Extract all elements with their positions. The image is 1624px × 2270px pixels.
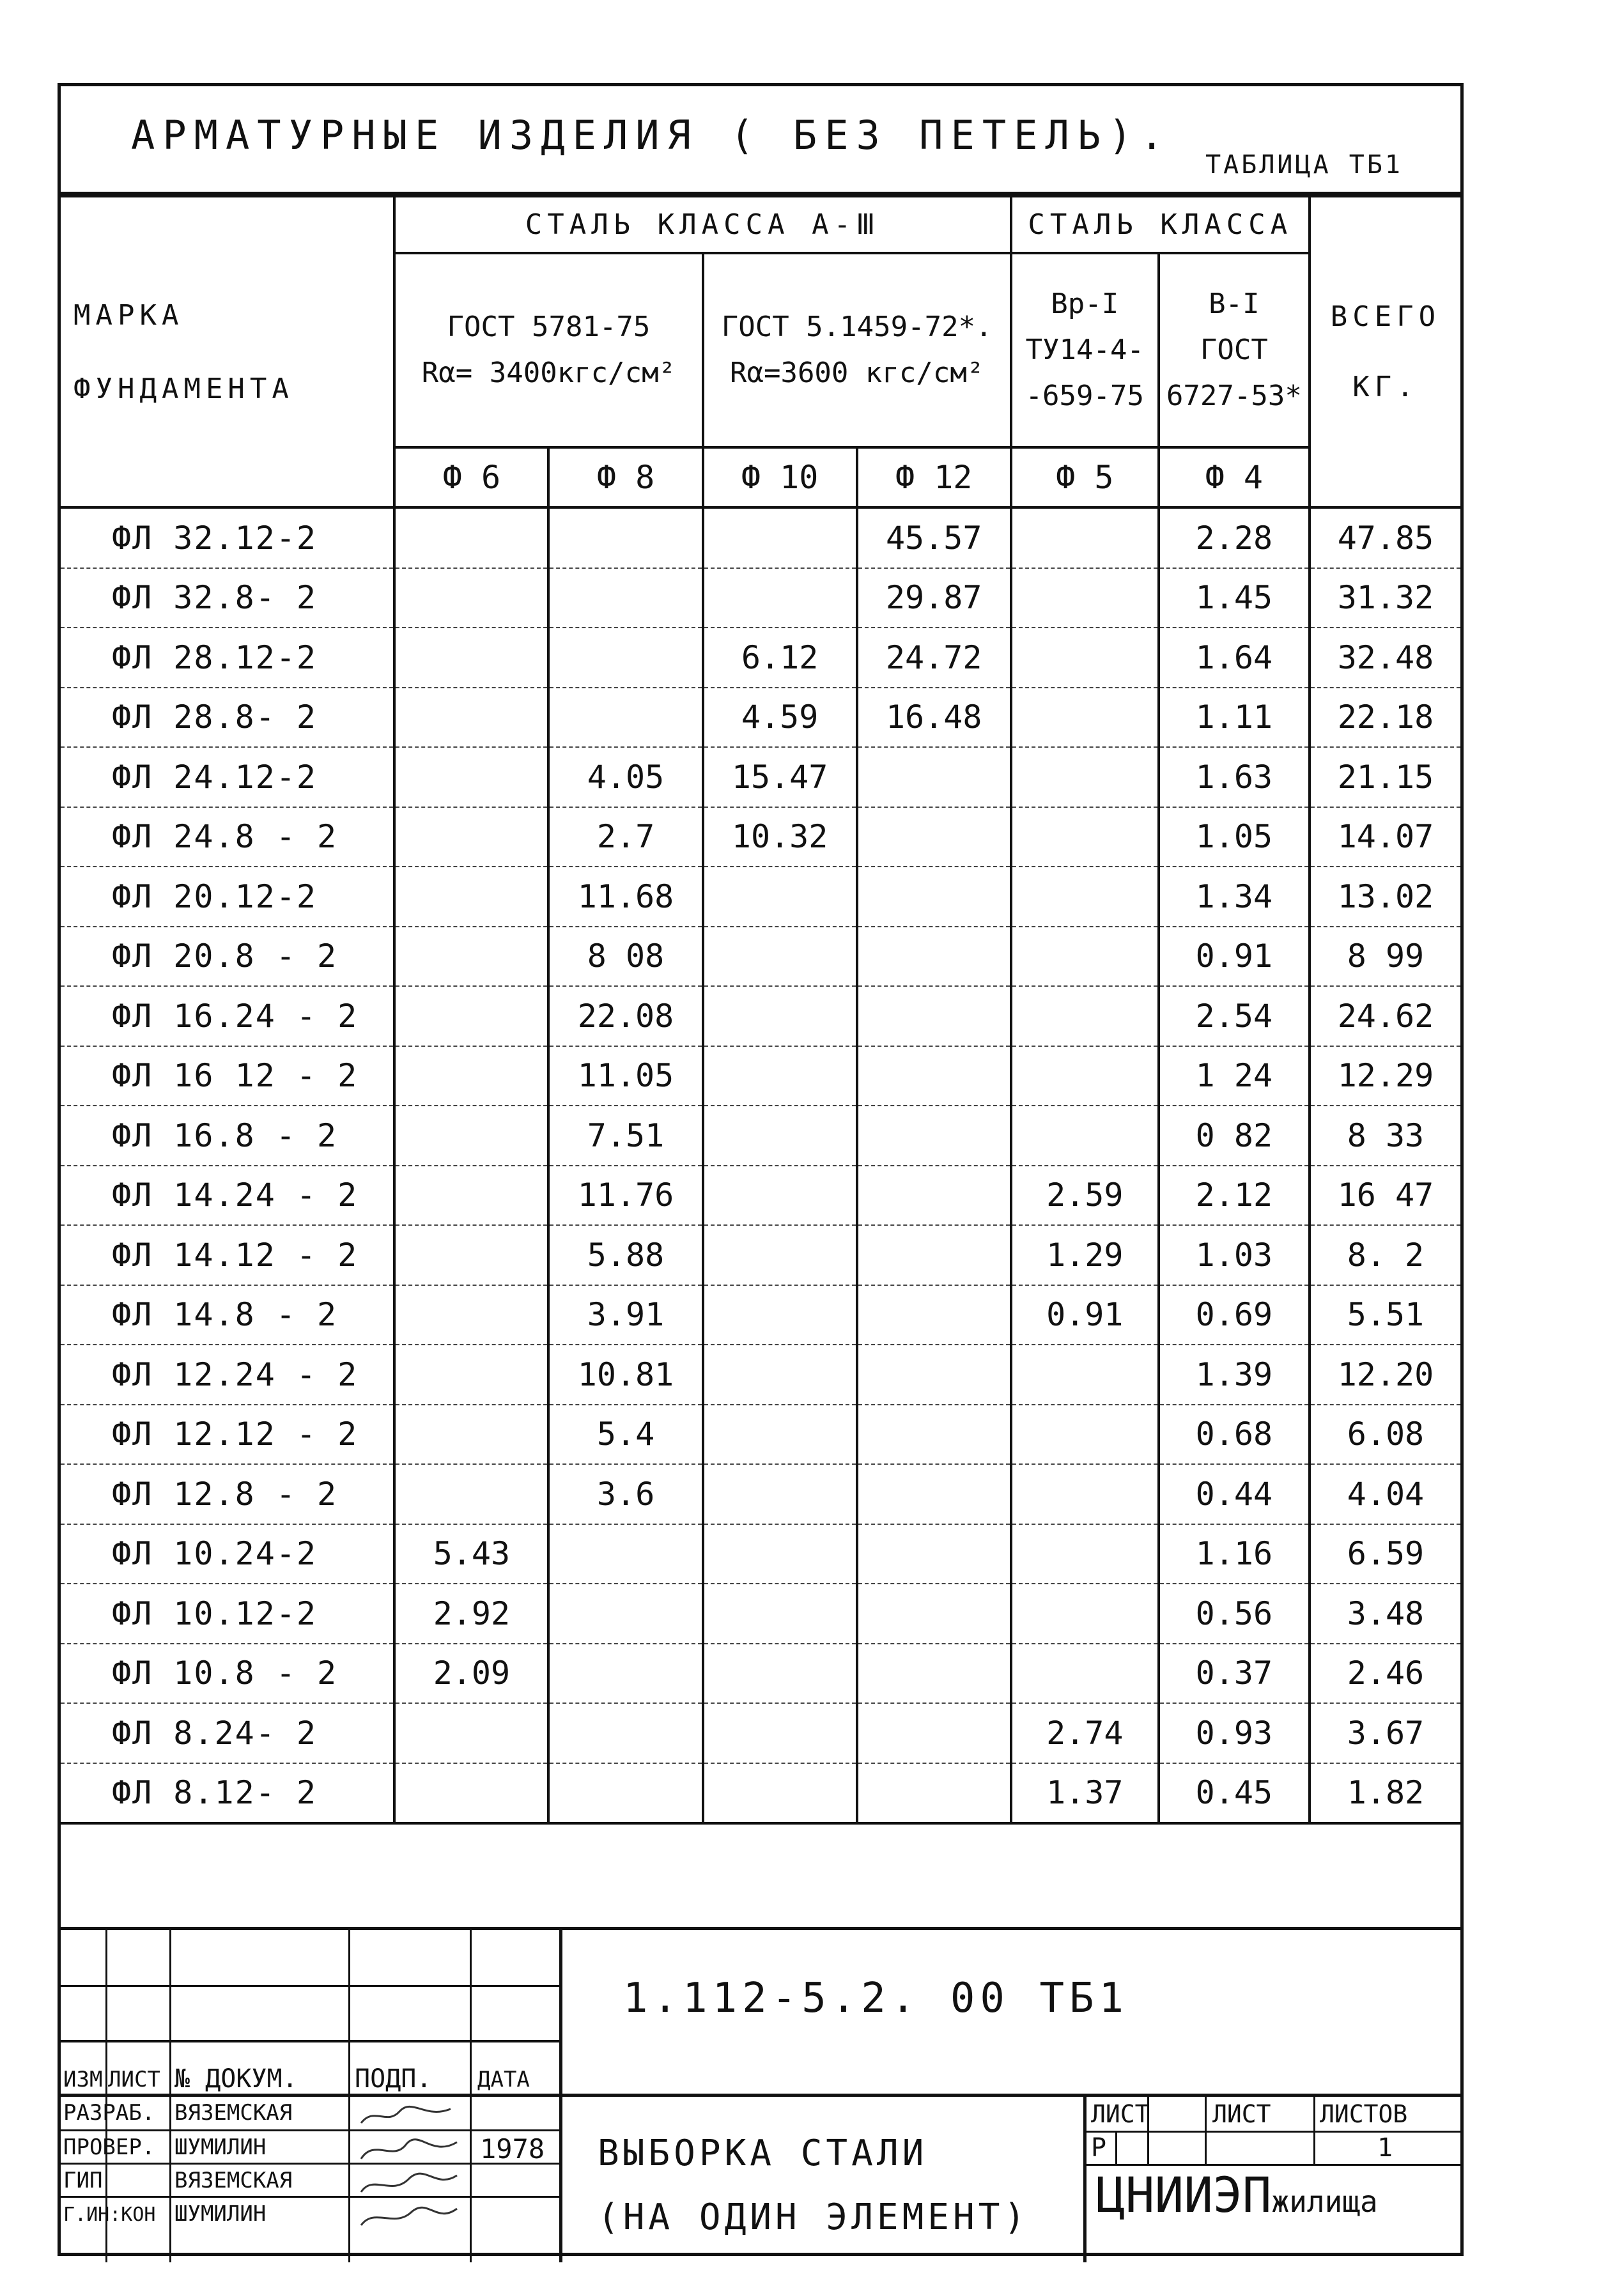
steel-weight-cell-d5: 0.91 (1011, 1285, 1159, 1345)
steel-weight-cell-d5 (1011, 507, 1159, 568)
steel-weight-cell-d12 (857, 1464, 1011, 1524)
total-weight-cell: 5.51 (1310, 1285, 1460, 1345)
total-weight-cell: 3.48 (1310, 1584, 1460, 1644)
steel-selection-table (61, 195, 1460, 1825)
foundation-mark-cell: ФЛ 14.24 - 2 (61, 1166, 394, 1226)
foundation-mark-cell: ФЛ 10.8 - 2 (61, 1644, 394, 1704)
title-row (61, 86, 1460, 195)
steel-weight-cell-d4: 0.56 (1159, 1584, 1310, 1644)
steel-weight-cell-d5 (1011, 986, 1159, 1046)
col-date-label: ДАТА (477, 2067, 530, 2092)
steel-weight-cell-d5 (1011, 867, 1159, 927)
steel-weight-cell-d12 (857, 867, 1011, 927)
steel-weight-cell-d6 (394, 688, 548, 748)
steel-weight-cell-d4: 0.45 (1159, 1763, 1310, 1824)
steel-weight-cell-d5 (1011, 747, 1159, 807)
signature-line (361, 2207, 457, 2225)
steel-weight-cell-d4: 0.69 (1159, 1285, 1310, 1345)
steel-weight-cell-d8: 11.68 (548, 867, 702, 927)
steel-weight-cell-d10 (703, 986, 857, 1046)
table-label: ТАБЛИЦА ТБ1 (1205, 150, 1403, 180)
mark-header-line2: ФУНДАМЕНТА (73, 372, 294, 405)
steel-weight-cell-d8 (548, 1703, 702, 1763)
name-chief-engineer: ВЯЗЕМСКАЯ (174, 2168, 293, 2193)
total-weight-cell: 8. 2 (1310, 1225, 1460, 1285)
steel-weight-cell-d12 (857, 1584, 1011, 1644)
steel-weight-cell-d5: 2.74 (1011, 1703, 1159, 1763)
steel-weight-cell-d8: 2.7 (548, 807, 702, 867)
steel-weight-cell-d4: 0.93 (1159, 1703, 1310, 1763)
steel-weight-cell-d5 (1011, 628, 1159, 688)
steel-weight-cell-d5 (1011, 1644, 1159, 1704)
stamp-line (61, 1985, 559, 1987)
diameter-header: Ф 12 (857, 447, 1011, 507)
foundation-mark-cell: ФЛ 28.12-2 (61, 628, 394, 688)
table-row (61, 1345, 1460, 1405)
steel-weight-cell-d6: 2.09 (394, 1644, 548, 1704)
steel-weight-cell-d6 (394, 807, 548, 867)
steel-weight-cell-d6 (394, 507, 548, 568)
col-list-label: ЛИСТ (108, 2067, 160, 2092)
stamp-line (348, 1930, 350, 2262)
bp1-line1: Вр-I (1051, 288, 1119, 320)
document-code: 1.112-5.2. 00 ТБ1 (623, 1975, 1129, 2022)
stamp-line (1115, 2131, 1117, 2165)
steel-weight-cell-d8 (548, 568, 702, 628)
stamp-line (61, 2094, 1464, 2097)
steel-weight-cell-d12 (857, 1644, 1011, 1704)
foundation-mark-cell: ФЛ 12.12 - 2 (61, 1405, 394, 1465)
total-weight-cell: 1.82 (1310, 1763, 1460, 1824)
table-row (61, 1584, 1460, 1644)
steel-weight-cell-d5 (1011, 1345, 1159, 1405)
steel-weight-cell-d6 (394, 1225, 548, 1285)
steel-weight-cell-d12 (857, 1524, 1011, 1584)
header-row-groups (61, 196, 1460, 253)
steel-weight-cell-d4: 1.16 (1159, 1524, 1310, 1584)
steel-weight-cell-d5 (1011, 688, 1159, 748)
table-row (61, 927, 1460, 987)
diameter-header: Ф 10 (703, 447, 857, 507)
name-checker: ШУМИЛИН (174, 2135, 267, 2160)
stamp-line (1083, 2094, 1087, 2262)
steel-weight-cell-d8: 3.6 (548, 1464, 702, 1524)
standard-bp1 (1011, 253, 1159, 447)
steel-weight-cell-d10 (703, 1644, 857, 1704)
steel-weight-cell-d12: 29.87 (857, 568, 1011, 628)
total-weight-cell: 2.46 (1310, 1644, 1460, 1704)
ra-3400: Rα= 3400кгс/см² (421, 357, 676, 389)
steel-weight-cell-d10 (703, 1763, 857, 1824)
steel-weight-cell-d12 (857, 1405, 1011, 1465)
steel-weight-cell-d12 (857, 927, 1011, 987)
foundation-mark-cell: ФЛ 24.12-2 (61, 747, 394, 807)
mark-header-line1: МАРКА (73, 298, 184, 332)
steel-weight-cell-d8: 11.76 (548, 1166, 702, 1226)
steel-weight-cell-d6 (394, 1464, 548, 1524)
steel-weight-cell-d12 (857, 1763, 1011, 1824)
steel-weight-cell-d10 (703, 1584, 857, 1644)
total-weight-cell: 22.18 (1310, 688, 1460, 748)
total-weight-cell: 16 47 (1310, 1166, 1460, 1226)
total-weight-cell: 4.04 (1310, 1464, 1460, 1524)
table-row (61, 1166, 1460, 1226)
steel-weight-cell-d6 (394, 986, 548, 1046)
steel-weight-cell-d4: 0 82 (1159, 1106, 1310, 1166)
total-weight-cell: 6.59 (1310, 1524, 1460, 1584)
stamp-line (559, 1930, 562, 2262)
steel-weight-cell-d10 (703, 1703, 857, 1763)
steel-weight-cell-d4: 1.63 (1159, 747, 1310, 807)
name-chief-designer: ШУМИЛИН (174, 2201, 267, 2227)
group-other-header: СТАЛЬ КЛАССА (1011, 196, 1310, 253)
table-row (61, 747, 1460, 807)
total-weight-cell: 8 99 (1310, 927, 1460, 987)
name-developer: ВЯЗЕМСКАЯ (174, 2100, 293, 2126)
steel-weight-cell-d6 (394, 1166, 548, 1226)
steel-weight-cell-d6 (394, 747, 548, 807)
steel-weight-cell-d8: 5.4 (548, 1405, 702, 1465)
table-row (61, 688, 1460, 748)
steel-weight-cell-d5 (1011, 568, 1159, 628)
total-weight-cell: 31.32 (1310, 568, 1460, 628)
drawing-sheet (58, 83, 1464, 2256)
standard-gost5-1459-label: ГОСТ 5.1459-72*. (721, 311, 993, 343)
steel-weight-cell-d4: 0.44 (1159, 1464, 1310, 1524)
table-row (61, 1524, 1460, 1584)
role-checker: ПРОВЕР. (63, 2135, 155, 2160)
steel-weight-cell-d6: 5.43 (394, 1524, 548, 1584)
steel-weight-cell-d10 (703, 927, 857, 987)
stamp-line (61, 2040, 559, 2042)
role-chief-engineer: ГИП (63, 2168, 103, 2193)
total-weight-cell: 13.02 (1310, 867, 1460, 927)
diameter-header: Ф 4 (1159, 447, 1310, 507)
steel-weight-cell-d12: 24.72 (857, 628, 1011, 688)
steel-weight-cell-d12 (857, 986, 1011, 1046)
steel-weight-cell-d8 (548, 1644, 702, 1704)
table-row (61, 568, 1460, 628)
foundation-mark-cell: ФЛ 32.8- 2 (61, 568, 394, 628)
steel-weight-cell-d4: 1 24 (1159, 1046, 1310, 1106)
b1-line3: 6727-53* (1166, 380, 1302, 412)
steel-weight-cell-d10 (703, 867, 857, 927)
sheet-name-line2: (НА ОДИН ЭЛЕМЕНТ) (598, 2197, 1030, 2238)
table-body (61, 507, 1460, 1823)
table-row (61, 1464, 1460, 1524)
table-row (61, 1106, 1460, 1166)
diameter-header: Ф 6 (394, 447, 548, 507)
stamp-line (169, 1930, 171, 2262)
table-row (61, 807, 1460, 867)
organization-name (1096, 2166, 1378, 2223)
stamp-line (470, 1930, 472, 2262)
foundation-mark-cell: ФЛ 20.8 - 2 (61, 927, 394, 987)
steel-weight-cell-d4: 2.12 (1159, 1166, 1310, 1226)
steel-weight-cell-d12: 45.57 (857, 507, 1011, 568)
stamp-line (1313, 2094, 1315, 2165)
steel-weight-cell-d6 (394, 1046, 548, 1106)
steel-weight-cell-d10: 4.59 (703, 688, 857, 748)
steel-weight-cell-d10 (703, 1405, 857, 1465)
total-weight-cell: 47.85 (1310, 507, 1460, 568)
steel-weight-cell-d4: 2.28 (1159, 507, 1310, 568)
steel-weight-cell-d8: 4.05 (548, 747, 702, 807)
stamp-line (1205, 2094, 1207, 2165)
steel-weight-cell-d6 (394, 1106, 548, 1166)
col-sign-label: ПОДП. (355, 2064, 432, 2094)
steel-weight-cell-d5 (1011, 1405, 1159, 1465)
role-developer: РАЗРАБ. (63, 2100, 155, 2126)
steel-weight-cell-d8: 11.05 (548, 1046, 702, 1106)
steel-weight-cell-d10: 15.47 (703, 747, 857, 807)
group-a3-header: СТАЛЬ КЛАССА А-Ⅲ (394, 196, 1010, 253)
steel-weight-cell-d5: 1.29 (1011, 1225, 1159, 1285)
ra-3600: Rα=3600 кгс/см² (729, 357, 984, 389)
organization-main: ЦНИИЭП (1096, 2166, 1272, 2223)
steel-weight-cell-d12 (857, 1345, 1011, 1405)
steel-weight-cell-d8 (548, 507, 702, 568)
stamp-line (1083, 2131, 1464, 2133)
steel-weight-cell-d10: 6.12 (703, 628, 857, 688)
sheet-name-line1: ВЫБОРКА СТАЛИ (598, 2133, 928, 2174)
standard-gost5-1459 (703, 253, 1011, 447)
steel-weight-cell-d5 (1011, 1464, 1159, 1524)
steel-weight-cell-d4: 1.05 (1159, 807, 1310, 867)
steel-weight-cell-d12 (857, 1166, 1011, 1226)
stamp-line (61, 2129, 559, 2131)
table-row (61, 1703, 1460, 1763)
sheets-value: 1 (1377, 2133, 1393, 2163)
steel-weight-cell-d10 (703, 1524, 857, 1584)
foundation-mark-cell: ФЛ 16.24 - 2 (61, 986, 394, 1046)
stamp-line (1083, 2164, 1464, 2166)
steel-weight-cell-d10 (703, 1345, 857, 1405)
foundation-mark-cell: ФЛ 16.8 - 2 (61, 1106, 394, 1166)
table-row (61, 1285, 1460, 1345)
b1-line1: В-I (1209, 288, 1260, 320)
total-header-line1: ВСЕГО (1330, 300, 1441, 333)
steel-weight-cell-d4: 2.54 (1159, 986, 1310, 1046)
standard-gost5781-label: ГОСТ 5781-75 (447, 311, 651, 343)
foundation-mark-cell: ФЛ 24.8 - 2 (61, 807, 394, 867)
steel-weight-cell-d4: 1.39 (1159, 1345, 1310, 1405)
steel-weight-cell-d5: 1.37 (1011, 1763, 1159, 1824)
role-chief-designer: Г.ИН:КОН (63, 2204, 156, 2226)
title-block (61, 1927, 1460, 2259)
signature-line (361, 2173, 457, 2192)
total-weight-cell: 3.67 (1310, 1703, 1460, 1763)
total-weight-cell: 32.48 (1310, 628, 1460, 688)
foundation-mark-cell: ФЛ 8.24- 2 (61, 1703, 394, 1763)
steel-weight-cell-d6 (394, 568, 548, 628)
mark-header (61, 196, 394, 507)
steel-weight-cell-d4: 0.68 (1159, 1405, 1310, 1465)
foundation-mark-cell: ФЛ 28.8- 2 (61, 688, 394, 748)
standard-gost5781 (394, 253, 702, 447)
steel-weight-cell-d6 (394, 927, 548, 987)
foundation-mark-cell: ФЛ 8.12- 2 (61, 1763, 394, 1824)
total-weight-cell: 6.08 (1310, 1405, 1460, 1465)
bp1-line3: -659-75 (1025, 380, 1144, 412)
b1-line2: ГОСТ (1200, 334, 1268, 366)
foundation-mark-cell: ФЛ 10.12-2 (61, 1584, 394, 1644)
stage-header: ЛИСТ (1091, 2100, 1150, 2128)
steel-weight-cell-d12: 16.48 (857, 688, 1011, 748)
foundation-mark-cell: ФЛ 14.8 - 2 (61, 1285, 394, 1345)
sheet-name (598, 2122, 1029, 2250)
table-row (61, 1405, 1460, 1465)
total-weight-cell: 12.20 (1310, 1345, 1460, 1405)
col-doc-label: № ДОКУМ. (174, 2064, 298, 2094)
organization-sub: жилища (1271, 2184, 1378, 2219)
steel-weight-cell-d5 (1011, 1046, 1159, 1106)
steel-weight-cell-d6 (394, 628, 548, 688)
steel-weight-cell-d8: 8 08 (548, 927, 702, 987)
steel-weight-cell-d8: 3.91 (548, 1285, 702, 1345)
steel-weight-cell-d12 (857, 1046, 1011, 1106)
foundation-mark-cell: ФЛ 16 12 - 2 (61, 1046, 394, 1106)
foundation-mark-cell: ФЛ 12.24 - 2 (61, 1345, 394, 1405)
foundation-mark-cell: ФЛ 10.24-2 (61, 1524, 394, 1584)
steel-weight-cell-d12 (857, 807, 1011, 867)
steel-weight-cell-d6 (394, 1405, 548, 1465)
document-title: АРМАТУРНЫЕ ИЗДЕЛИЯ ( БЕЗ ПЕТЕЛЬ). (131, 112, 1172, 158)
steel-weight-cell-d10 (703, 1285, 857, 1345)
foundation-mark-cell: ФЛ 20.12-2 (61, 867, 394, 927)
steel-weight-cell-d10 (703, 568, 857, 628)
steel-weight-cell-d10 (703, 1106, 857, 1166)
steel-weight-cell-d5 (1011, 1524, 1159, 1584)
steel-weight-cell-d10 (703, 1464, 857, 1524)
diameter-header: Ф 5 (1011, 447, 1159, 507)
standard-b1 (1159, 253, 1310, 447)
bp1-line2: ТУ14-4- (1025, 334, 1144, 366)
steel-weight-cell-d10 (703, 507, 857, 568)
steel-weight-cell-d4: 0.37 (1159, 1644, 1310, 1704)
steel-weight-cell-d4: 1.64 (1159, 628, 1310, 688)
table-row (61, 986, 1460, 1046)
table-row (61, 867, 1460, 927)
steel-weight-cell-d12 (857, 747, 1011, 807)
stamp-line (61, 2196, 559, 2198)
steel-weight-cell-d4: 1.34 (1159, 867, 1310, 927)
total-weight-cell: 21.15 (1310, 747, 1460, 807)
steel-weight-cell-d12 (857, 1106, 1011, 1166)
steel-weight-cell-d8: 5.88 (548, 1225, 702, 1285)
steel-weight-cell-d10 (703, 1046, 857, 1106)
steel-weight-cell-d8 (548, 1584, 702, 1644)
steel-weight-cell-d10: 10.32 (703, 807, 857, 867)
col-izm-label: ИЗМ (63, 2067, 103, 2092)
total-header-line2: КГ. (1352, 370, 1419, 403)
steel-weight-cell-d12 (857, 1703, 1011, 1763)
steel-weight-cell-d6 (394, 867, 548, 927)
steel-weight-cell-d8 (548, 1524, 702, 1584)
steel-weight-cell-d6 (394, 1703, 548, 1763)
signature-line (361, 2106, 451, 2123)
steel-weight-cell-d4: 1.45 (1159, 568, 1310, 628)
table-row (61, 1644, 1460, 1704)
steel-weight-cell-d6 (394, 1345, 548, 1405)
steel-weight-cell-d5 (1011, 1584, 1159, 1644)
total-weight-cell: 8 33 (1310, 1106, 1460, 1166)
stage-value: Р (1091, 2133, 1107, 2163)
steel-weight-cell-d8 (548, 628, 702, 688)
steel-weight-cell-d5 (1011, 927, 1159, 987)
steel-weight-cell-d4: 0.91 (1159, 927, 1310, 987)
total-header (1310, 196, 1460, 507)
diameter-header: Ф 8 (548, 447, 702, 507)
steel-weight-cell-d5 (1011, 1106, 1159, 1166)
sheet-header: ЛИСТ (1212, 2100, 1271, 2128)
steel-weight-cell-d10 (703, 1166, 857, 1226)
total-weight-cell: 24.62 (1310, 986, 1460, 1046)
steel-weight-cell-d12 (857, 1225, 1011, 1285)
steel-weight-cell-d8 (548, 688, 702, 748)
steel-weight-cell-d8: 10.81 (548, 1345, 702, 1405)
steel-weight-cell-d5 (1011, 807, 1159, 867)
steel-weight-cell-d6 (394, 1285, 548, 1345)
steel-weight-cell-d6: 2.92 (394, 1584, 548, 1644)
steel-weight-cell-d8 (548, 1763, 702, 1824)
steel-weight-cell-d6 (394, 1763, 548, 1824)
steel-weight-cell-d8: 22.08 (548, 986, 702, 1046)
foundation-mark-cell: ФЛ 32.12-2 (61, 507, 394, 568)
date-checker: 1978 (480, 2133, 545, 2165)
foundation-mark-cell: ФЛ 12.8 - 2 (61, 1464, 394, 1524)
table-row (61, 1046, 1460, 1106)
signatures-graphic (355, 2100, 463, 2234)
steel-weight-cell-d4: 1.11 (1159, 688, 1310, 748)
table-row (61, 628, 1460, 688)
steel-weight-cell-d10 (703, 1225, 857, 1285)
table-row (61, 507, 1460, 568)
steel-weight-cell-d4: 1.03 (1159, 1225, 1310, 1285)
foundation-mark-cell: ФЛ 14.12 - 2 (61, 1225, 394, 1285)
table-row (61, 1763, 1460, 1824)
steel-weight-cell-d8: 7.51 (548, 1106, 702, 1166)
steel-weight-cell-d12 (857, 1285, 1011, 1345)
total-weight-cell: 12.29 (1310, 1046, 1460, 1106)
signature-line (361, 2140, 457, 2159)
sheets-header: ЛИСТОВ (1320, 2100, 1408, 2128)
total-weight-cell: 14.07 (1310, 807, 1460, 867)
table-row (61, 1225, 1460, 1285)
steel-weight-cell-d5: 2.59 (1011, 1166, 1159, 1226)
